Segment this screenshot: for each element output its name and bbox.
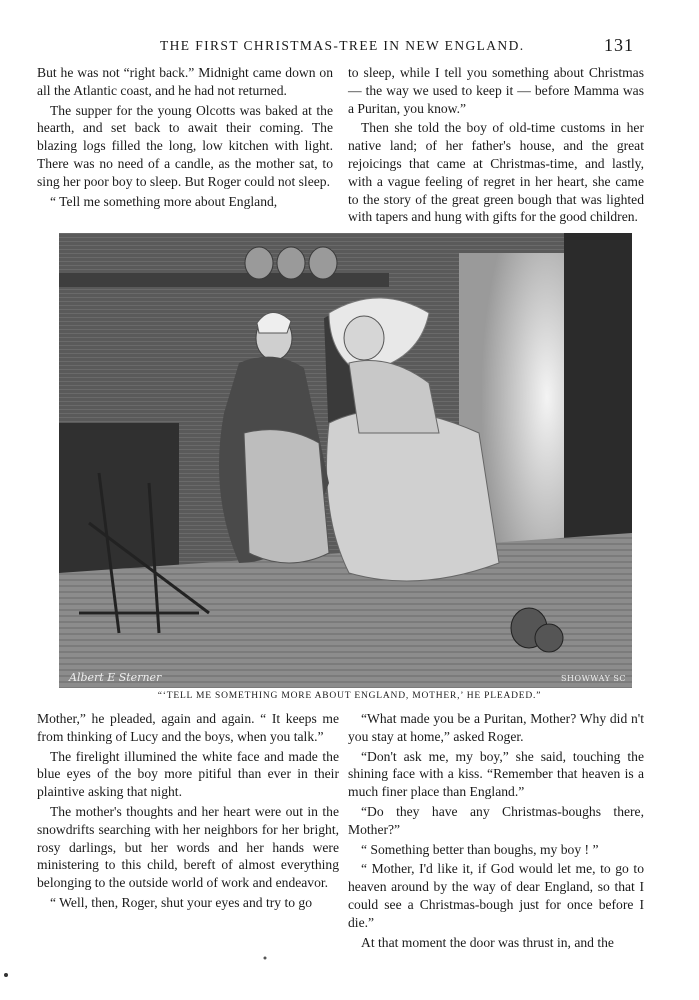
engraving-scene <box>59 233 632 688</box>
blanket <box>327 410 500 581</box>
paragraph: “ Well, then, Roger, shut your eyes and try to go <box>50 894 313 910</box>
shelf <box>59 273 389 287</box>
artist-signature: Albert E Sterner <box>69 671 162 684</box>
running-title: THE FIRST CHRISTMAS-TREE IN NEW ENGLAND. <box>160 38 525 53</box>
paragraph: “What made you be a Puritan, Mother? Why did n't you stay at home,” asked Roger. <box>348 711 644 744</box>
top-left-column <box>37 64 333 210</box>
paragraph: to sleep, while I tell you something about Christmas — the way we used to keep it — before Mamma was a Puritan, you know.” <box>348 65 644 116</box>
paragraph: The firelight illumined the white face and made the blue eyes of the boy more pitiful than ever in their plaintive asking that night. <box>37 748 339 800</box>
paragraph: “ Tell me something more about England, <box>50 193 278 209</box>
paragraph: The mother's thoughts and her heart were out in the snowdrifts searching with her neighbors for her bright, rosy darlings, but her words and her hands were ministering to this child, bereft of almost everything belonging to the outside world of work and endeavor. <box>37 803 339 891</box>
paragraph: “Do they have any Christmas-boughs there, Mother?” <box>348 803 644 837</box>
paragraph: “ Something better than boughs, my boy ! ” <box>361 841 599 857</box>
engraver-signature: SHOWWAY SC <box>561 674 626 683</box>
illustration <box>59 233 632 688</box>
page-number: 131 <box>604 35 634 55</box>
illustration-caption: “‘TELL ME SOMETHING MORE ABOUT ENGLAND, MOTHER,’ HE PLEADED.” <box>157 691 542 701</box>
bottom-right-column <box>348 710 644 951</box>
boy-head <box>344 316 384 360</box>
paragraph: Mother,” he pleaded, again and again. “ It keeps me from thinking of Lucy and the boys, when you talk.” <box>37 711 339 744</box>
paragraph: “ Mother, I'd like it, if God would let me, to go to heaven around by the way of dear England, so that I could see a Christmas-bough just for once before I die.” <box>348 861 644 930</box>
paragraph: Then she told the boy of old-time customs in her native land; of her father's house, and the great rejoicings that came at Christmas-time, and lastly, with a vague feeling of regret in her heart, she came to the story of the great green bough that was lighted with tapers and hung with gifts for the good children. <box>348 120 644 225</box>
mother-apron <box>244 430 329 563</box>
top-right-column <box>348 64 644 226</box>
fireplace <box>59 423 179 573</box>
page-header <box>0 35 699 58</box>
paragraph: “Don't ask me, my boy,” she said, touching the shining face with a kiss. “Remember that heaven is a much finer place than England.” <box>348 748 644 800</box>
plates <box>245 247 337 279</box>
paragraph: At that moment the door was thrust in, and the <box>361 934 614 950</box>
paragraph: The supper for the young Olcotts was baked at the hearth, and set back to await their coming. The blazing logs filled the long, low kitchen with light. There was no need of a candle, as the mother sat, to sing her poor boy to sleep. But Roger could not sleep. <box>37 102 333 189</box>
paragraph: But he was not “right back.” Midnight came down on all the Atlantic coast, and he had not returned. <box>37 65 333 98</box>
bottom-left-column <box>37 710 339 912</box>
